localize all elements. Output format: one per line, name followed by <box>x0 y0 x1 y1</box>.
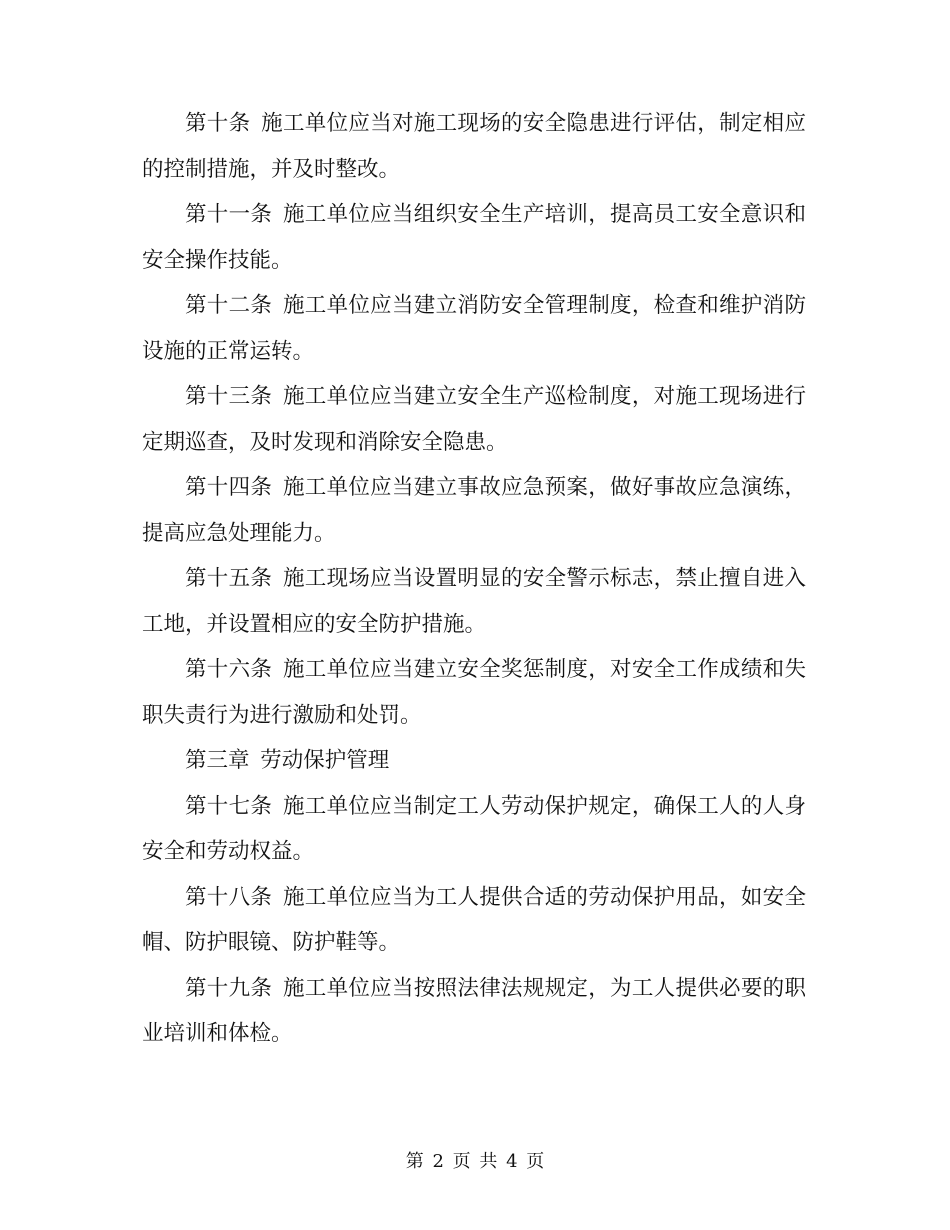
page-number-footer: 第 2 页 共 4 页 <box>405 1151 545 1172</box>
document-body <box>142 101 806 1057</box>
article-19 <box>142 966 806 1057</box>
chapter-title: 劳动保护管理 <box>260 748 390 773</box>
article-label: 第十七条 <box>185 793 273 819</box>
article-14 <box>142 465 806 556</box>
article-text: 施工单位应当建立安全奖惩制度，对安全工作成绩和失职失责行为进行激励和处罚。 <box>142 657 806 728</box>
chapter-label: 第三章 <box>185 748 250 773</box>
article-label: 第十四条 <box>185 475 273 500</box>
article-text: 施工单位应当制定工人劳动保护规定，确保工人的人身安全和劳动权益。 <box>142 793 806 864</box>
article-label: 第十六条 <box>185 657 273 682</box>
article-13 <box>142 374 806 465</box>
article-16 <box>142 647 806 738</box>
article-text: 施工单位应当建立消防安全管理制度，检查和维护消防设施的正常运转。 <box>142 293 806 364</box>
article-text: 施工现场应当设置明显的安全警示标志，禁止擅自进入工地，并设置相应的安全防护措施。 <box>142 566 806 637</box>
article-12 <box>142 283 806 374</box>
chapter-heading <box>142 738 806 784</box>
article-11 <box>142 192 806 283</box>
article-17 <box>142 784 806 875</box>
article-15 <box>142 556 806 647</box>
article-label: 第十三条 <box>185 384 273 409</box>
article-label: 第十二条 <box>185 293 273 318</box>
article-18 <box>142 875 806 966</box>
article-label: 第十八条 <box>185 884 273 910</box>
article-text: 施工单位应当建立安全生产巡检制度，对施工现场进行定期巡查，及时发现和消除安全隐患。 <box>142 384 806 455</box>
article-text: 施工单位应当对施工现场的安全隐患进行评估，制定相应的控制措施，并及时整改。 <box>142 111 806 182</box>
article-label: 第十条 <box>185 111 251 136</box>
article-text: 施工单位应当按照法律法规规定，为工人提供必要的职业培训和体检。 <box>142 975 806 1046</box>
article-text: 施工单位应当为工人提供合适的劳动保护用品，如安全帽、防护眼镜、防护鞋等。 <box>142 884 806 955</box>
article-text: 施工单位应当建立事故应急预案，做好事故应急演练，提高应急处理能力。 <box>142 475 806 546</box>
article-text: 施工单位应当组织安全生产培训，提高员工安全意识和安全操作技能。 <box>142 202 806 273</box>
article-label: 第十九条 <box>185 975 273 1001</box>
article-10 <box>142 101 806 192</box>
article-label: 第十五条 <box>185 566 273 591</box>
article-label: 第十一条 <box>185 202 273 227</box>
